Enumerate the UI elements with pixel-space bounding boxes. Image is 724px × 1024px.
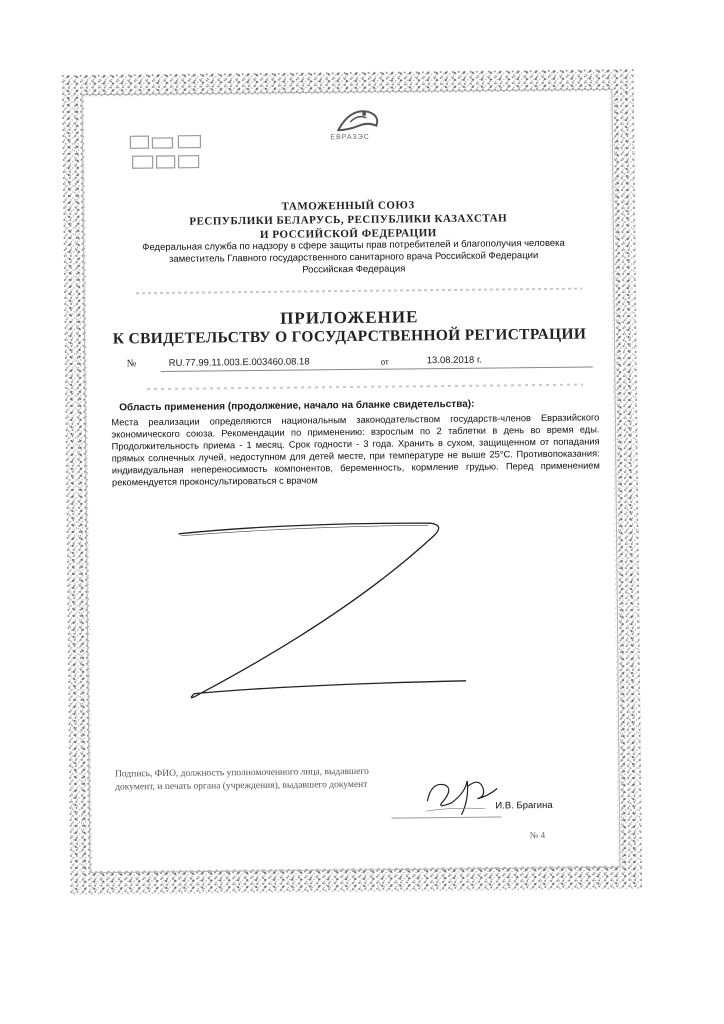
emblem-caption: ЕВРАЗЭС [330,133,370,142]
countries-heading: РЕСПУБЛИКИ БЕЛАРУСЬ, РЕСПУБЛИКИ КАЗАХСТАН [189,212,508,228]
russia-heading: И РОССИЙСКОЙ ФЕДЕРАЦИИ [259,227,437,241]
signer-name: И.В. Брагина [495,799,553,812]
faded-stamp-mark [128,132,204,177]
registration-date: 13.08.2018 г. [426,354,482,367]
date-from-label: от [380,357,389,367]
agency-line-3: Российская Федерация [302,263,406,276]
document-subtitle: К СВИДЕТЕЛЬСТВУ О ГОСУДАРСТВЕННОЙ РЕГИСТРАЦИИ [112,325,587,348]
divider [147,384,583,391]
signature-note: Подпись, ФИО, должность уполномоченного лица, выдавшего документ, и печать органа (учреждения), выдавшего документ [114,766,369,793]
agency-line-2: заместитель Главного государственного санитарного врача Российской Федерации [168,250,539,265]
handwritten-signature [421,766,502,821]
sheet-number: № 4 [529,829,546,841]
scope-heading: Область применения (продолжение, начало на бланке свидетельства): [119,398,475,414]
certificate-sheet [62,69,643,895]
z-cancel-mark [168,513,470,716]
scope-text: Места реализации определяются национальным законодательством государств-членов Евразийского экономического союза. Рекомендации по применению: взрослым по 2 таблетки в день во время еды. Продолжительность приема - 1 месяц. Срок годности - 3 года. Хранить в сухом, защищенном от попадания прямых солнечных лучей, недоступном для детей месте, при температуре не выше 25°С. Противопоказания: индивидуальная непереносимость компонентов, беременность, кормление грудью. Перед применением рекомендуется проконсультироваться с врачом [111,412,600,488]
customs-union-heading: ТАМОЖЕННЫЙ СОЮЗ [281,199,415,213]
certificate-content [84,91,618,870]
issuing-agency [105,237,601,278]
document-title: ПРИЛОЖЕНИЕ [280,307,419,328]
divider [136,288,582,295]
registration-number: RU.77.99.11.003.E.003460.08.18 [168,356,310,369]
number-sign: № [126,358,137,370]
registration-row [127,353,593,374]
agency-line-1: Федеральная служба по надзору в сфере защиты прав потребителей и благополучия человека [142,237,565,254]
